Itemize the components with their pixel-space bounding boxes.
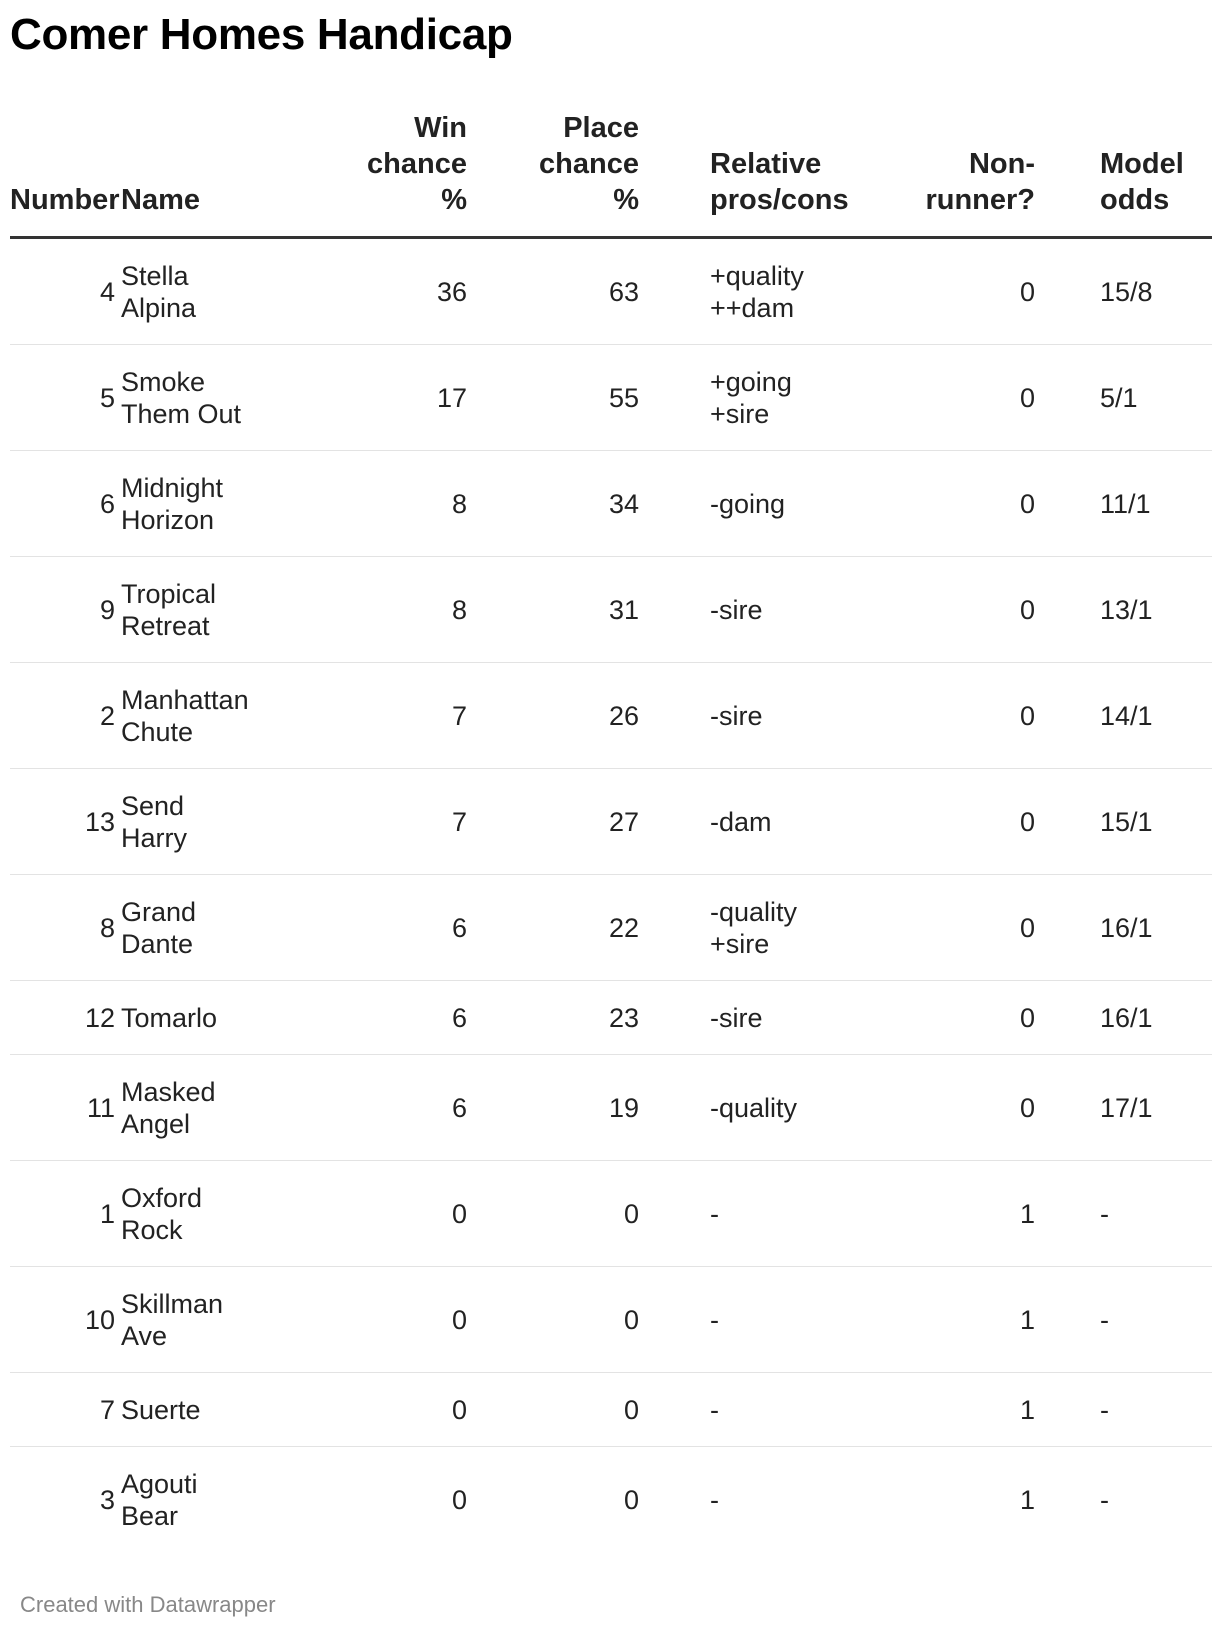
cell-relative-pros-cons — [645, 238, 860, 345]
cell-relative-pros-cons — [645, 1267, 860, 1373]
cell-number — [10, 769, 121, 875]
cell-line: 0 — [1019, 1002, 1035, 1033]
header-line: Relative — [710, 148, 822, 180]
cell-name — [121, 981, 306, 1055]
cell-win-chance — [306, 557, 473, 663]
cell-model-odds — [1041, 345, 1212, 451]
header-line: Model — [1100, 148, 1184, 180]
runners-table — [10, 110, 1212, 1552]
cell-line: 63 — [608, 276, 639, 307]
cell-line: 15/1 — [1100, 806, 1153, 837]
cell-line: +sire — [710, 928, 770, 959]
cell-line: 6 — [99, 488, 115, 519]
cell-model-odds — [1041, 1267, 1212, 1373]
cell-line: Harry — [121, 822, 187, 853]
cell-line: 27 — [608, 806, 639, 837]
cell-model-odds — [1041, 238, 1212, 345]
header-line: % — [441, 184, 467, 216]
cell-number — [10, 1267, 121, 1373]
cell-relative-pros-cons — [645, 981, 860, 1055]
cell-line: 8 — [451, 594, 467, 625]
header-model-odds[interactable] — [1041, 110, 1212, 238]
cell-line: +sire — [710, 398, 770, 429]
cell-line: 12 — [84, 1002, 115, 1033]
header-line: pros/cons — [710, 184, 849, 216]
cell-line: +going — [710, 366, 792, 397]
cell-line: -quality — [710, 896, 798, 927]
cell-line: Smoke — [121, 366, 206, 397]
cell-line: Rock — [121, 1214, 183, 1245]
cell-win-chance — [306, 345, 473, 451]
cell-line: 0 — [623, 1198, 639, 1229]
header-line: chance — [539, 148, 639, 180]
cell-line: 2 — [99, 700, 115, 731]
header-line: Win — [414, 112, 467, 144]
header-name[interactable] — [121, 110, 306, 238]
cell-line: Midnight — [121, 472, 224, 503]
cell-number — [10, 451, 121, 557]
cell-line: ++dam — [710, 292, 795, 323]
cell-line: 0 — [451, 1394, 467, 1425]
cell-line: 16/1 — [1100, 1002, 1153, 1033]
table-row — [10, 875, 1212, 981]
cell-place-chance — [473, 451, 645, 557]
cell-line: 5/1 — [1100, 382, 1138, 413]
header-relative-pros-cons[interactable] — [645, 110, 860, 238]
cell-line: 0 — [623, 1484, 639, 1515]
header-line: Number — [10, 184, 120, 216]
cell-line: 4 — [99, 276, 115, 307]
cell-line: 13/1 — [1100, 594, 1153, 625]
cell-win-chance — [306, 1055, 473, 1161]
cell-non-runner — [860, 1055, 1041, 1161]
table-body — [10, 238, 1212, 1553]
cell-line: - — [710, 1484, 719, 1515]
cell-line: - — [1100, 1394, 1109, 1425]
cell-line: Them Out — [121, 398, 242, 429]
cell-non-runner — [860, 451, 1041, 557]
cell-line: 34 — [608, 488, 639, 519]
cell-line: Manhattan — [121, 684, 249, 715]
cell-model-odds — [1041, 451, 1212, 557]
cell-model-odds — [1041, 981, 1212, 1055]
cell-line: Angel — [121, 1108, 191, 1139]
cell-number — [10, 345, 121, 451]
table-row — [10, 1373, 1212, 1447]
cell-model-odds — [1041, 663, 1212, 769]
cell-line: +quality — [710, 260, 804, 291]
cell-line: -going — [710, 488, 786, 519]
cell-line: 6 — [451, 1092, 467, 1123]
header-non-runner[interactable] — [860, 110, 1041, 238]
header-line: Name — [121, 184, 200, 216]
cell-place-chance — [473, 1161, 645, 1267]
cell-win-chance — [306, 1161, 473, 1267]
cell-name — [121, 557, 306, 663]
cell-line: 1 — [1019, 1304, 1035, 1335]
cell-line: Alpina — [121, 292, 197, 323]
cell-win-chance — [306, 1447, 473, 1553]
cell-line: 0 — [1019, 276, 1035, 307]
cell-line: 0 — [1019, 594, 1035, 625]
cell-win-chance — [306, 238, 473, 345]
cell-place-chance — [473, 1267, 645, 1373]
cell-line: 0 — [1019, 488, 1035, 519]
cell-line: 6 — [451, 1002, 467, 1033]
cell-relative-pros-cons — [645, 1161, 860, 1267]
cell-line: 19 — [608, 1092, 639, 1123]
cell-line: 17/1 — [1100, 1092, 1153, 1123]
cell-line: - — [710, 1198, 719, 1229]
cell-model-odds — [1041, 1447, 1212, 1553]
cell-line: - — [1100, 1304, 1109, 1335]
cell-line: Horizon — [121, 504, 215, 535]
cell-non-runner — [860, 1161, 1041, 1267]
cell-number — [10, 1447, 121, 1553]
table-row — [10, 663, 1212, 769]
cell-win-chance — [306, 451, 473, 557]
cell-line: - — [710, 1394, 719, 1425]
cell-line: - — [1100, 1484, 1109, 1515]
cell-line: 15/8 — [1100, 276, 1153, 307]
cell-line: 1 — [1019, 1484, 1035, 1515]
cell-line: 8 — [99, 912, 115, 943]
cell-line: 5 — [99, 382, 115, 413]
cell-non-runner — [860, 981, 1041, 1055]
table-row — [10, 557, 1212, 663]
cell-line: 9 — [99, 594, 115, 625]
cell-line: -sire — [710, 594, 763, 625]
cell-line: Bear — [121, 1500, 179, 1531]
cell-relative-pros-cons — [645, 451, 860, 557]
cell-line: 11 — [86, 1092, 115, 1123]
cell-name — [121, 663, 306, 769]
cell-number — [10, 981, 121, 1055]
cell-line: Oxford — [121, 1182, 203, 1213]
cell-line: 1 — [99, 1198, 115, 1229]
cell-model-odds — [1041, 1161, 1212, 1267]
cell-name — [121, 1447, 306, 1553]
cell-line: Grand — [121, 896, 197, 927]
table-row — [10, 238, 1212, 345]
cell-line: 17 — [436, 382, 467, 413]
table-row — [10, 451, 1212, 557]
cell-name — [121, 1267, 306, 1373]
table-row — [10, 1055, 1212, 1161]
cell-line: Retreat — [121, 610, 210, 641]
cell-model-odds — [1041, 1055, 1212, 1161]
header-line: runner? — [925, 184, 1035, 216]
cell-line: 31 — [608, 594, 639, 625]
cell-relative-pros-cons — [645, 769, 860, 875]
cell-place-chance — [473, 875, 645, 981]
cell-line: Ave — [121, 1320, 168, 1351]
table-row — [10, 345, 1212, 451]
cell-relative-pros-cons — [645, 875, 860, 981]
cell-line: 22 — [608, 912, 639, 943]
cell-non-runner — [860, 1447, 1041, 1553]
cell-place-chance — [473, 345, 645, 451]
cell-line: 16/1 — [1100, 912, 1153, 943]
cell-number — [10, 1055, 121, 1161]
cell-relative-pros-cons — [645, 345, 860, 451]
cell-win-chance — [306, 981, 473, 1055]
cell-line: Tropical — [121, 578, 217, 609]
cell-line: 7 — [99, 1394, 115, 1425]
cell-number — [10, 875, 121, 981]
cell-line: Send — [121, 790, 185, 821]
cell-line: Chute — [121, 716, 194, 747]
cell-win-chance — [306, 663, 473, 769]
cell-non-runner — [860, 345, 1041, 451]
cell-number — [10, 238, 121, 345]
cell-name — [121, 769, 306, 875]
cell-line: 7 — [451, 700, 467, 731]
cell-name — [121, 1055, 306, 1161]
table-row — [10, 1161, 1212, 1267]
table-header — [10, 110, 1212, 238]
cell-non-runner — [860, 1267, 1041, 1373]
header-line: Place — [563, 112, 639, 144]
header-line: % — [613, 184, 639, 216]
table-row — [10, 1267, 1212, 1373]
cell-line: 0 — [1019, 912, 1035, 943]
cell-number — [10, 663, 121, 769]
cell-line: 0 — [1019, 1092, 1035, 1123]
cell-line: Dante — [121, 928, 194, 959]
cell-line: Tomarlo — [121, 1002, 218, 1033]
cell-name — [121, 875, 306, 981]
cell-number — [10, 1161, 121, 1267]
cell-number — [10, 557, 121, 663]
cell-number — [10, 1373, 121, 1447]
cell-name — [121, 451, 306, 557]
cell-line: Stella — [121, 260, 189, 291]
cell-win-chance — [306, 769, 473, 875]
cell-win-chance — [306, 1373, 473, 1447]
cell-place-chance — [473, 557, 645, 663]
cell-line: 13 — [84, 806, 115, 837]
cell-relative-pros-cons — [645, 1447, 860, 1553]
cell-line: - — [710, 1304, 719, 1335]
cell-line: -sire — [710, 1002, 763, 1033]
cell-relative-pros-cons — [645, 1055, 860, 1161]
table-row — [10, 1447, 1212, 1553]
cell-relative-pros-cons — [645, 557, 860, 663]
cell-line: 36 — [436, 276, 467, 307]
table-row — [10, 769, 1212, 875]
cell-line: 0 — [623, 1304, 639, 1335]
cell-line: 26 — [608, 700, 639, 731]
cell-relative-pros-cons — [645, 663, 860, 769]
cell-line: Agouti — [121, 1468, 198, 1499]
cell-relative-pros-cons — [645, 1373, 860, 1447]
cell-win-chance — [306, 875, 473, 981]
cell-place-chance — [473, 769, 645, 875]
chart-title: Comer Homes Handicap — [10, 10, 513, 59]
chart-container — [10, 0, 1212, 1617]
cell-line: -sire — [710, 700, 763, 731]
cell-line: 0 — [451, 1484, 467, 1515]
header-number[interactable] — [10, 110, 121, 238]
cell-non-runner — [860, 663, 1041, 769]
cell-line: 1 — [1019, 1394, 1035, 1425]
cell-non-runner — [860, 1373, 1041, 1447]
cell-non-runner — [860, 875, 1041, 981]
cell-line: 55 — [608, 382, 639, 413]
cell-line: 6 — [451, 912, 467, 943]
cell-place-chance — [473, 1055, 645, 1161]
cell-non-runner — [860, 769, 1041, 875]
cell-place-chance — [473, 981, 645, 1055]
cell-line: 0 — [1019, 700, 1035, 731]
cell-line: 0 — [623, 1394, 639, 1425]
footer-credit: Created with Datawrapper — [20, 1592, 276, 1617]
cell-place-chance — [473, 1447, 645, 1553]
header-place-chance[interactable] — [473, 110, 645, 238]
cell-non-runner — [860, 557, 1041, 663]
cell-line: 0 — [1019, 382, 1035, 413]
table-row — [10, 981, 1212, 1055]
header-line: chance — [367, 148, 467, 180]
cell-line: -dam — [710, 806, 772, 837]
header-line: odds — [1100, 184, 1170, 216]
cell-line: - — [1100, 1198, 1109, 1229]
cell-place-chance — [473, 238, 645, 345]
cell-non-runner — [860, 238, 1041, 345]
cell-name — [121, 345, 306, 451]
cell-line: 0 — [451, 1304, 467, 1335]
cell-win-chance — [306, 1267, 473, 1373]
cell-model-odds — [1041, 769, 1212, 875]
cell-name — [121, 1373, 306, 1447]
cell-model-odds — [1041, 875, 1212, 981]
cell-line: 14/1 — [1100, 700, 1153, 731]
cell-line: 0 — [1019, 806, 1035, 837]
cell-place-chance — [473, 1373, 645, 1447]
header-win-chance[interactable] — [306, 110, 473, 238]
cell-line: 10 — [84, 1304, 115, 1335]
cell-line: 23 — [608, 1002, 639, 1033]
cell-line: 1 — [1019, 1198, 1035, 1229]
cell-line: 3 — [99, 1484, 115, 1515]
cell-line: 7 — [451, 806, 467, 837]
cell-model-odds — [1041, 1373, 1212, 1447]
cell-name — [121, 238, 306, 345]
cell-line: Skillman — [121, 1288, 224, 1319]
cell-line: -quality — [710, 1092, 798, 1123]
header-line: Non- — [968, 148, 1035, 180]
cell-place-chance — [473, 663, 645, 769]
cell-line: Suerte — [121, 1394, 201, 1425]
cell-line: Masked — [121, 1076, 216, 1107]
cell-line: 0 — [451, 1198, 467, 1229]
cell-name — [121, 1161, 306, 1267]
cell-line: 11/1 — [1100, 488, 1151, 519]
cell-line: 8 — [451, 488, 467, 519]
cell-model-odds — [1041, 557, 1212, 663]
